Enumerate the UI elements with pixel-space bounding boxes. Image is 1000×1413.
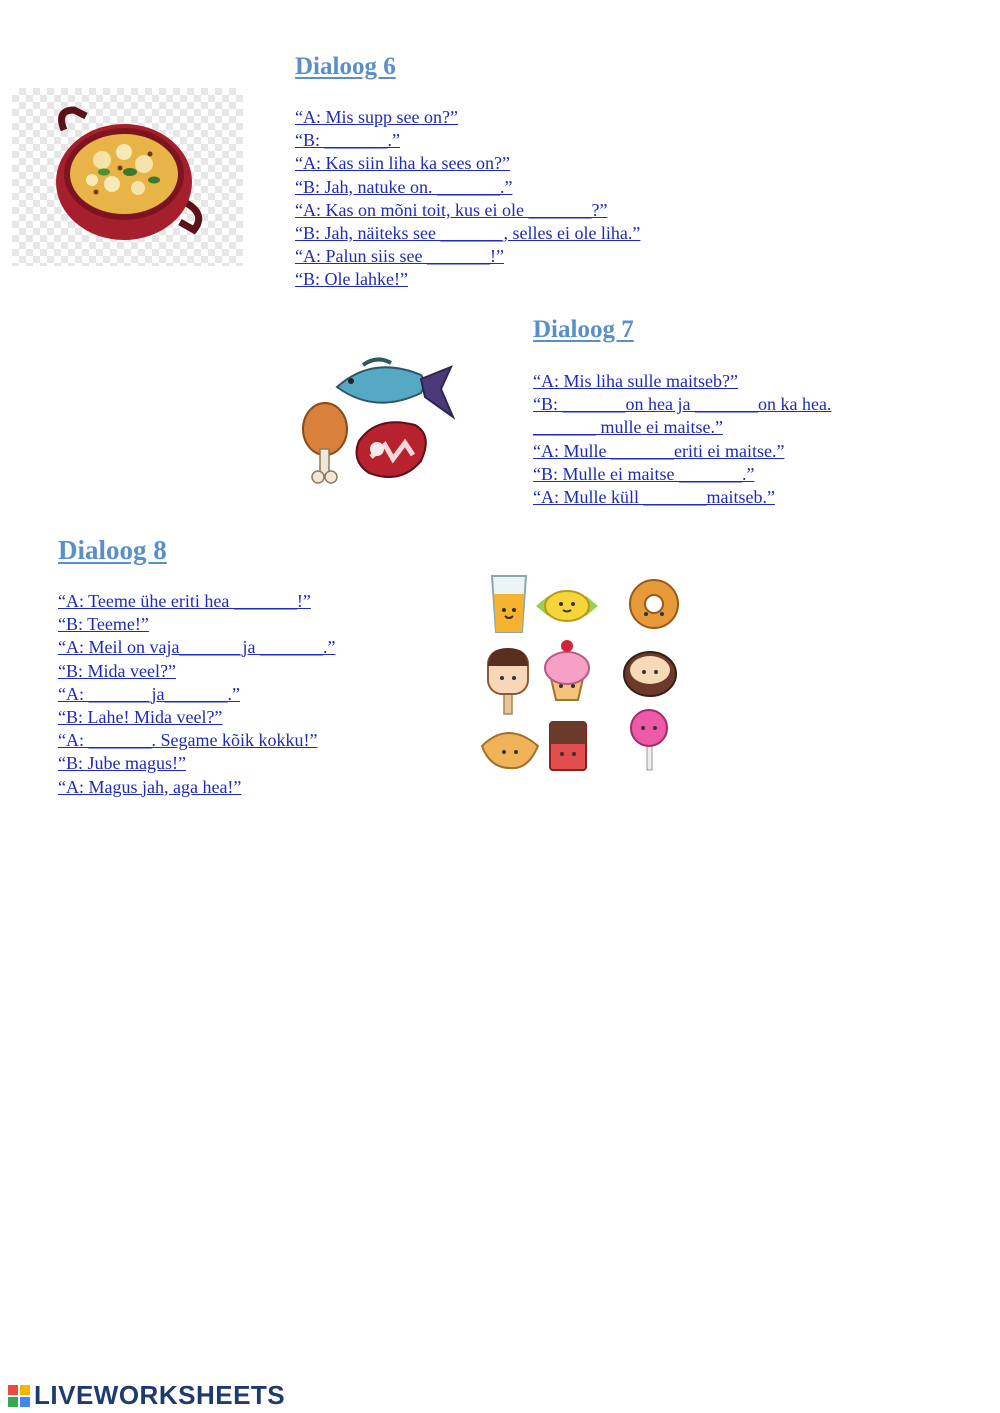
cupcake-icon: [545, 640, 589, 700]
dialog-line[interactable]: “A: Palun siis see _______!”: [295, 246, 504, 267]
dialog-line[interactable]: “A: Kas on mõni toit, kus ei ole _______?”: [295, 199, 608, 220]
dialog-line[interactable]: “B: Teeme!”: [58, 614, 149, 635]
dialog-line[interactable]: “A: _______. Segame kõik kokku!”: [58, 730, 318, 751]
dialog-line[interactable]: “B: Mida veel?”: [58, 660, 176, 681]
dialog-line[interactable]: “B: Lahe! Mida veel?”: [58, 706, 223, 727]
dialog7-title: Dialoog 7: [533, 316, 634, 343]
steak-icon: [357, 422, 426, 477]
chicken-leg-icon: [303, 403, 347, 483]
croissant-icon: [482, 733, 538, 768]
dialog-line[interactable]: “B: _______.”: [295, 130, 400, 151]
liveworksheets-logo: [8, 1380, 285, 1411]
dialog-line[interactable]: “A: Mis liha sulle maitseb?”: [533, 371, 738, 391]
dialog8-lines: [58, 590, 335, 799]
dialog6-lines: [295, 106, 640, 292]
sweets-image: [478, 570, 688, 780]
soup-pot-icon: [12, 88, 243, 266]
meat-image: [293, 345, 463, 505]
dialog-line[interactable]: “A: Teeme ühe eriti hea _______!”: [58, 591, 311, 611]
dialog-line[interactable]: “B: Jah, natuke on. _______.”: [295, 176, 513, 197]
dialog-line[interactable]: “A: Mulle küll _______maitseb.”: [533, 486, 775, 507]
logo-blocks-icon: [8, 1385, 30, 1407]
popsicle-icon: [488, 648, 528, 714]
candy-icon: [536, 591, 598, 621]
dialog-line[interactable]: “B: Ole lahke!”: [295, 269, 408, 290]
dialog-line[interactable]: “B: _______on hea ja _______on ka hea.: [533, 394, 832, 415]
fish-icon: [337, 359, 453, 417]
dialog-line[interactable]: “A: Meil on vaja_______ja _______.”: [58, 637, 336, 658]
dialog-line[interactable]: “A: Kas siin liha ka sees on?”: [295, 153, 510, 174]
dialog8-title: Dialoog 8: [58, 535, 167, 565]
chocolate-icon: [550, 722, 586, 770]
lollipop-icon: [631, 710, 667, 770]
donut-icon: [630, 580, 678, 628]
dialog-line[interactable]: “B: Mulle ei maitse _______.”: [533, 463, 755, 484]
brand-name: LIVEWORKSHEETS: [34, 1380, 286, 1410]
dialog-line[interactable]: “A: _______ja_______.”: [58, 683, 240, 704]
cookie-icon: [624, 652, 676, 696]
dialog-line[interactable]: “B: Jube magus!”: [58, 753, 186, 774]
juice-icon: [492, 576, 526, 632]
dialog6-title: Dialoog 6: [295, 53, 396, 80]
dialog-line[interactable]: “A: Magus jah, aga hea!”: [58, 776, 242, 797]
dialog-line[interactable]: “A: Mis supp see on?”: [295, 107, 458, 127]
dialog-line[interactable]: “B: Jah, näiteks see _______, selles ei ole liha.”: [295, 222, 641, 243]
dialog-line[interactable]: “A: Mulle _______eriti ei maitse.”: [533, 440, 785, 461]
dialog7-lines: [533, 370, 831, 509]
soup-image: [12, 88, 243, 266]
dialog-line[interactable]: _______ mulle ei maitse.”: [533, 417, 723, 438]
